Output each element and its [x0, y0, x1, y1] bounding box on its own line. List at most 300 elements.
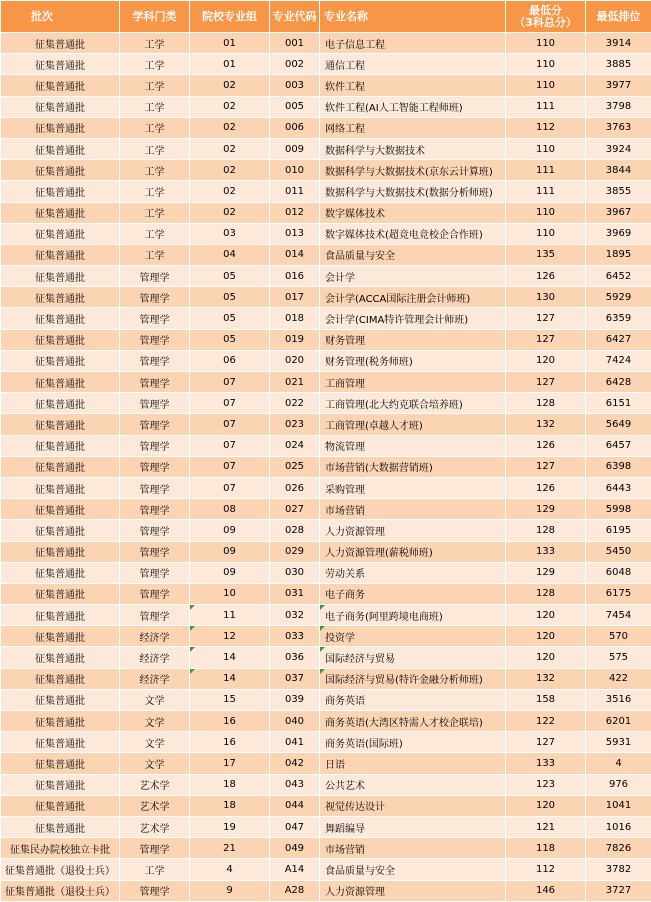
cell-batch: 征集普通批 — [1, 138, 120, 159]
cell-major: 会计学 — [320, 266, 506, 287]
cell-min-rank: 6428 — [586, 372, 651, 393]
cell-code: 030 — [270, 562, 320, 583]
cell-major: 市场营销 — [320, 499, 506, 520]
cell-group: 05 — [190, 308, 270, 329]
cell-category: 文学 — [120, 689, 190, 710]
cell-category: 工学 — [120, 223, 190, 244]
cell-code: 025 — [270, 456, 320, 477]
cell-min-rank: 6398 — [586, 456, 651, 477]
cell-group: 09 — [190, 562, 270, 583]
cell-category: 工学 — [120, 859, 190, 880]
cell-group: 07 — [190, 372, 270, 393]
cell-group: 16 — [190, 732, 270, 753]
cell-code: 028 — [270, 520, 320, 541]
cell-batch: 征集普通批 — [1, 181, 120, 202]
cell-min-score: 111 — [506, 160, 586, 181]
cell-code: 010 — [270, 160, 320, 181]
cell-code: 011 — [270, 181, 320, 202]
cell-group: 02 — [190, 181, 270, 202]
table-row — [1, 668, 651, 689]
cell-group: 09 — [190, 520, 270, 541]
cell-min-score: 110 — [506, 75, 586, 96]
table-row — [1, 626, 651, 647]
cell-group: 02 — [190, 96, 270, 117]
cell-code: 014 — [270, 244, 320, 265]
cell-code: 041 — [270, 732, 320, 753]
cell-code: 024 — [270, 435, 320, 456]
cell-code: 023 — [270, 414, 320, 435]
cell-min-rank: 5450 — [586, 541, 651, 562]
cell-code: 033 — [270, 626, 320, 647]
cell-code: A14 — [270, 859, 320, 880]
cell-category: 管理学 — [120, 329, 190, 350]
cell-batch: 征集普通批 — [1, 223, 120, 244]
table-row — [1, 753, 651, 774]
cell-group: 05 — [190, 287, 270, 308]
cell-min-rank: 7424 — [586, 350, 651, 371]
cell-major: 数据科学与大数据技术(数据分析师班) — [320, 181, 506, 202]
cell-batch: 征集普通批 — [1, 689, 120, 710]
cell-group: 04 — [190, 244, 270, 265]
cell-major: 财务管理(税务师班) — [320, 350, 506, 371]
cell-group: 01 — [190, 33, 270, 54]
table-row — [1, 244, 651, 265]
cell-batch: 征集普通批 — [1, 456, 120, 477]
cell-batch: 征集普通批 — [1, 477, 120, 498]
cell-batch: 征集普通批（退役士兵） — [1, 859, 120, 880]
cell-group: 21 — [190, 838, 270, 859]
cell-min-rank: 6452 — [586, 266, 651, 287]
cell-min-score: 120 — [506, 626, 586, 647]
table-row — [1, 456, 651, 477]
cell-min-rank: 3855 — [586, 181, 651, 202]
table-row — [1, 711, 651, 732]
cell-min-rank: 6175 — [586, 583, 651, 604]
cell-major: 商务英语(国际班) — [320, 732, 506, 753]
cell-category: 管理学 — [120, 435, 190, 456]
table-row — [1, 520, 651, 541]
cell-group: 4 — [190, 859, 270, 880]
cell-code: 044 — [270, 795, 320, 816]
cell-group: 9 — [190, 880, 270, 901]
cell-major: 食品质量与安全 — [320, 244, 506, 265]
table-row — [1, 33, 651, 54]
cell-min-rank: 1895 — [586, 244, 651, 265]
cell-code: 013 — [270, 223, 320, 244]
cell-group: 16 — [190, 711, 270, 732]
cell-category: 工学 — [120, 117, 190, 138]
cell-min-score: 132 — [506, 668, 586, 689]
cell-major: 商务英语 — [320, 689, 506, 710]
table-row — [1, 287, 651, 308]
table-row — [1, 477, 651, 498]
cell-major: 软件工程 — [320, 75, 506, 96]
cell-group: 03 — [190, 223, 270, 244]
table-row — [1, 96, 651, 117]
cell-category: 工学 — [120, 244, 190, 265]
cell-code: 020 — [270, 350, 320, 371]
cell-category: 经济学 — [120, 647, 190, 668]
cell-category: 经济学 — [120, 626, 190, 647]
cell-group: 11 — [190, 605, 270, 626]
cell-major: 公共艺术 — [320, 774, 506, 795]
table-row — [1, 202, 651, 223]
cell-batch: 征集普通批 — [1, 75, 120, 96]
cell-code: 012 — [270, 202, 320, 223]
cell-major: 数据科学与大数据技术(京东云计算班) — [320, 160, 506, 181]
cell-batch: 征集普通批 — [1, 583, 120, 604]
cell-group: 05 — [190, 329, 270, 350]
cell-code: 009 — [270, 138, 320, 159]
cell-category: 工学 — [120, 33, 190, 54]
cell-major: 物流管理 — [320, 435, 506, 456]
cell-group: 02 — [190, 75, 270, 96]
cell-major: 数字媒体技术 — [320, 202, 506, 223]
table-row — [1, 774, 651, 795]
table-row — [1, 223, 651, 244]
cell-major: 国际经济与贸易 — [320, 647, 506, 668]
cell-min-rank: 575 — [586, 647, 651, 668]
cell-category: 管理学 — [120, 308, 190, 329]
cell-code: 016 — [270, 266, 320, 287]
cell-min-score: 128 — [506, 520, 586, 541]
cell-min-rank: 6201 — [586, 711, 651, 732]
cell-min-rank: 6151 — [586, 393, 651, 414]
cell-min-score: 129 — [506, 499, 586, 520]
cell-category: 管理学 — [120, 393, 190, 414]
cell-group: 14 — [190, 647, 270, 668]
cell-code: 047 — [270, 816, 320, 837]
cell-batch: 征集普通批 — [1, 499, 120, 520]
cell-category: 工学 — [120, 160, 190, 181]
cell-category: 文学 — [120, 711, 190, 732]
cell-min-rank: 3967 — [586, 202, 651, 223]
cell-major: 数据科学与大数据技术 — [320, 138, 506, 159]
header-major: 专业名称 — [320, 1, 506, 33]
cell-group: 05 — [190, 266, 270, 287]
table-row — [1, 138, 651, 159]
cell-code: 032 — [270, 605, 320, 626]
cell-code: 027 — [270, 499, 320, 520]
cell-min-score: 120 — [506, 605, 586, 626]
cell-min-score: 112 — [506, 859, 586, 880]
table-row — [1, 393, 651, 414]
cell-batch: 征集普通批 — [1, 244, 120, 265]
header-group: 院校专业组 — [190, 1, 270, 33]
cell-min-rank: 4 — [586, 753, 651, 774]
cell-major: 会计学(CIMA特许管理会计师班) — [320, 308, 506, 329]
cell-min-score: 118 — [506, 838, 586, 859]
cell-batch: 征集普通批 — [1, 202, 120, 223]
table-row — [1, 54, 651, 75]
cell-batch: 征集普通批 — [1, 414, 120, 435]
cell-min-score: 110 — [506, 223, 586, 244]
header-min-score-sub: （3科总分） — [514, 15, 577, 29]
header-min-score-label: 最低分 — [529, 3, 562, 17]
cell-min-rank: 5649 — [586, 414, 651, 435]
cell-category: 管理学 — [120, 562, 190, 583]
header-category: 学科门类 — [120, 1, 190, 33]
cell-code: 003 — [270, 75, 320, 96]
cell-min-rank: 422 — [586, 668, 651, 689]
cell-min-rank: 6195 — [586, 520, 651, 541]
cell-min-score: 128 — [506, 583, 586, 604]
cell-batch: 征集普通批 — [1, 350, 120, 371]
cell-min-score: 127 — [506, 329, 586, 350]
cell-category: 工学 — [120, 75, 190, 96]
cell-category: 管理学 — [120, 541, 190, 562]
cell-batch: 征集普通批 — [1, 393, 120, 414]
cell-category: 管理学 — [120, 499, 190, 520]
cell-batch: 征集普通批 — [1, 605, 120, 626]
cell-batch: 征集普通批 — [1, 668, 120, 689]
cell-batch: 征集普通批 — [1, 308, 120, 329]
cell-min-score: 123 — [506, 774, 586, 795]
cell-batch: 征集普通批 — [1, 732, 120, 753]
cell-min-score: 127 — [506, 372, 586, 393]
cell-code: 005 — [270, 96, 320, 117]
cell-major: 数字媒体技术(超竞电竞校企合作班) — [320, 223, 506, 244]
cell-group: 02 — [190, 138, 270, 159]
cell-batch: 征集普通批 — [1, 96, 120, 117]
header-min-rank: 最低排位 — [586, 1, 651, 33]
cell-min-score: 110 — [506, 54, 586, 75]
cell-min-score: 127 — [506, 456, 586, 477]
cell-min-score: 122 — [506, 711, 586, 732]
cell-major: 市场营销(大数据营销班) — [320, 456, 506, 477]
table-row — [1, 499, 651, 520]
cell-code: 031 — [270, 583, 320, 604]
table-row — [1, 880, 651, 901]
cell-code: 036 — [270, 647, 320, 668]
cell-min-score: 126 — [506, 477, 586, 498]
cell-category: 文学 — [120, 753, 190, 774]
cell-code: 017 — [270, 287, 320, 308]
cell-group: 12 — [190, 626, 270, 647]
cell-batch: 征集普通批（退役士兵） — [1, 880, 120, 901]
cell-min-score: 120 — [506, 647, 586, 668]
table-row — [1, 372, 651, 393]
cell-group: 06 — [190, 350, 270, 371]
cell-batch: 征集普通批 — [1, 753, 120, 774]
cell-category: 管理学 — [120, 838, 190, 859]
cell-group: 18 — [190, 795, 270, 816]
cell-batch: 征集普通批 — [1, 117, 120, 138]
cell-group: 18 — [190, 774, 270, 795]
cell-category: 管理学 — [120, 456, 190, 477]
cell-min-rank: 3844 — [586, 160, 651, 181]
cell-min-score: 126 — [506, 435, 586, 456]
cell-batch: 征集普通批 — [1, 541, 120, 562]
cell-category: 工学 — [120, 96, 190, 117]
cell-group: 09 — [190, 541, 270, 562]
header-min-score — [506, 1, 586, 33]
cell-major: 国际经济与贸易(特许金融分析师班) — [320, 668, 506, 689]
cell-category: 经济学 — [120, 668, 190, 689]
cell-code: 026 — [270, 477, 320, 498]
cell-major: 舞蹈编导 — [320, 816, 506, 837]
cell-category: 艺术学 — [120, 795, 190, 816]
cell-major: 电子商务(阿里跨境电商班) — [320, 605, 506, 626]
table-row — [1, 647, 651, 668]
cell-min-rank: 6457 — [586, 435, 651, 456]
cell-min-score: 111 — [506, 96, 586, 117]
cell-min-rank: 6048 — [586, 562, 651, 583]
table-row — [1, 160, 651, 181]
cell-code: 018 — [270, 308, 320, 329]
table-row — [1, 181, 651, 202]
cell-min-rank: 5931 — [586, 732, 651, 753]
cell-major: 工商管理 — [320, 372, 506, 393]
cell-min-score: 135 — [506, 244, 586, 265]
cell-batch: 征集普通批 — [1, 711, 120, 732]
cell-min-rank: 7826 — [586, 838, 651, 859]
cell-group: 07 — [190, 393, 270, 414]
cell-group: 15 — [190, 689, 270, 710]
cell-batch: 征集普通批 — [1, 626, 120, 647]
cell-code: 029 — [270, 541, 320, 562]
cell-batch: 征集普通批 — [1, 795, 120, 816]
cell-min-score: 126 — [506, 266, 586, 287]
cell-min-rank: 5929 — [586, 287, 651, 308]
cell-major: 软件工程(AI人工智能工程师班) — [320, 96, 506, 117]
cell-major: 通信工程 — [320, 54, 506, 75]
cell-category: 管理学 — [120, 266, 190, 287]
table-row — [1, 795, 651, 816]
table-row — [1, 329, 651, 350]
cell-min-rank: 3763 — [586, 117, 651, 138]
cell-min-score: 110 — [506, 202, 586, 223]
cell-min-score: 110 — [506, 138, 586, 159]
cell-batch: 征集普通批 — [1, 266, 120, 287]
cell-group: 07 — [190, 456, 270, 477]
table-row — [1, 689, 651, 710]
cell-major: 电子商务 — [320, 583, 506, 604]
cell-group: 07 — [190, 414, 270, 435]
cell-code: 021 — [270, 372, 320, 393]
cell-min-rank: 3914 — [586, 33, 651, 54]
cell-major: 电子信息工程 — [320, 33, 506, 54]
cell-group: 08 — [190, 499, 270, 520]
cell-category: 工学 — [120, 181, 190, 202]
cell-group: 17 — [190, 753, 270, 774]
cell-batch: 征集普通批 — [1, 287, 120, 308]
cell-min-rank: 3782 — [586, 859, 651, 880]
cell-major: 工商管理(北大约克联合培养班) — [320, 393, 506, 414]
cell-min-rank: 3885 — [586, 54, 651, 75]
cell-min-score: 120 — [506, 795, 586, 816]
cell-category: 管理学 — [120, 880, 190, 901]
cell-category: 工学 — [120, 54, 190, 75]
cell-major: 劳动关系 — [320, 562, 506, 583]
cell-category: 管理学 — [120, 287, 190, 308]
cell-major: 会计学(ACCA国际注册会计师班) — [320, 287, 506, 308]
table-row — [1, 414, 651, 435]
table-header — [1, 1, 651, 33]
cell-code: 037 — [270, 668, 320, 689]
cell-group: 02 — [190, 160, 270, 181]
cell-group: 01 — [190, 54, 270, 75]
cell-major: 人力资源管理 — [320, 880, 506, 901]
cell-min-rank: 6427 — [586, 329, 651, 350]
cell-batch: 征集普通批 — [1, 816, 120, 837]
cell-code: 043 — [270, 774, 320, 795]
cell-min-score: 127 — [506, 732, 586, 753]
cell-min-score: 129 — [506, 562, 586, 583]
cell-code: 001 — [270, 33, 320, 54]
cell-min-rank: 976 — [586, 774, 651, 795]
cell-min-score: 127 — [506, 308, 586, 329]
cell-min-score: 128 — [506, 393, 586, 414]
cell-major: 人力资源管理(薪税师班) — [320, 541, 506, 562]
table-row — [1, 859, 651, 880]
cell-group: 10 — [190, 583, 270, 604]
cell-major: 采购管理 — [320, 477, 506, 498]
cell-min-score: 110 — [506, 33, 586, 54]
cell-min-score: 111 — [506, 181, 586, 202]
cell-min-rank: 3727 — [586, 880, 651, 901]
table-body — [1, 33, 651, 902]
header-batch: 批次 — [1, 1, 120, 33]
cell-min-rank: 1041 — [586, 795, 651, 816]
table-row — [1, 435, 651, 456]
cell-major: 财务管理 — [320, 329, 506, 350]
table-row — [1, 838, 651, 859]
table-row — [1, 562, 651, 583]
cell-batch: 征集普通批 — [1, 647, 120, 668]
cell-code: 019 — [270, 329, 320, 350]
cell-min-rank: 7454 — [586, 605, 651, 626]
cell-batch: 征集普通批 — [1, 372, 120, 393]
cell-code: 042 — [270, 753, 320, 774]
cell-batch: 征集普通批 — [1, 33, 120, 54]
cell-category: 管理学 — [120, 605, 190, 626]
cell-major: 投资学 — [320, 626, 506, 647]
table-row — [1, 605, 651, 626]
table-row — [1, 816, 651, 837]
cell-min-score: 133 — [506, 753, 586, 774]
cell-category: 管理学 — [120, 520, 190, 541]
cell-code: 002 — [270, 54, 320, 75]
cell-category: 管理学 — [120, 414, 190, 435]
cell-code: A28 — [270, 880, 320, 901]
cell-major: 视觉传达设计 — [320, 795, 506, 816]
table-row — [1, 75, 651, 96]
cell-batch: 征集民办院校独立卡批 — [1, 838, 120, 859]
table-row — [1, 583, 651, 604]
cell-category: 艺术学 — [120, 816, 190, 837]
cell-category: 工学 — [120, 138, 190, 159]
cell-batch: 征集普通批 — [1, 774, 120, 795]
cell-min-rank: 3969 — [586, 223, 651, 244]
cell-code: 049 — [270, 838, 320, 859]
cell-min-score: 130 — [506, 287, 586, 308]
cell-group: 02 — [190, 117, 270, 138]
table-row — [1, 732, 651, 753]
cell-category: 管理学 — [120, 350, 190, 371]
cell-batch: 征集普通批 — [1, 520, 120, 541]
cell-min-rank: 3798 — [586, 96, 651, 117]
header-code: 专业代码 — [270, 1, 320, 33]
cell-group: 07 — [190, 477, 270, 498]
cell-min-rank: 3516 — [586, 689, 651, 710]
cell-code: 022 — [270, 393, 320, 414]
cell-min-score: 158 — [506, 689, 586, 710]
cell-min-score: 133 — [506, 541, 586, 562]
cell-category: 工学 — [120, 202, 190, 223]
cell-major: 人力资源管理 — [320, 520, 506, 541]
cell-batch: 征集普通批 — [1, 329, 120, 350]
